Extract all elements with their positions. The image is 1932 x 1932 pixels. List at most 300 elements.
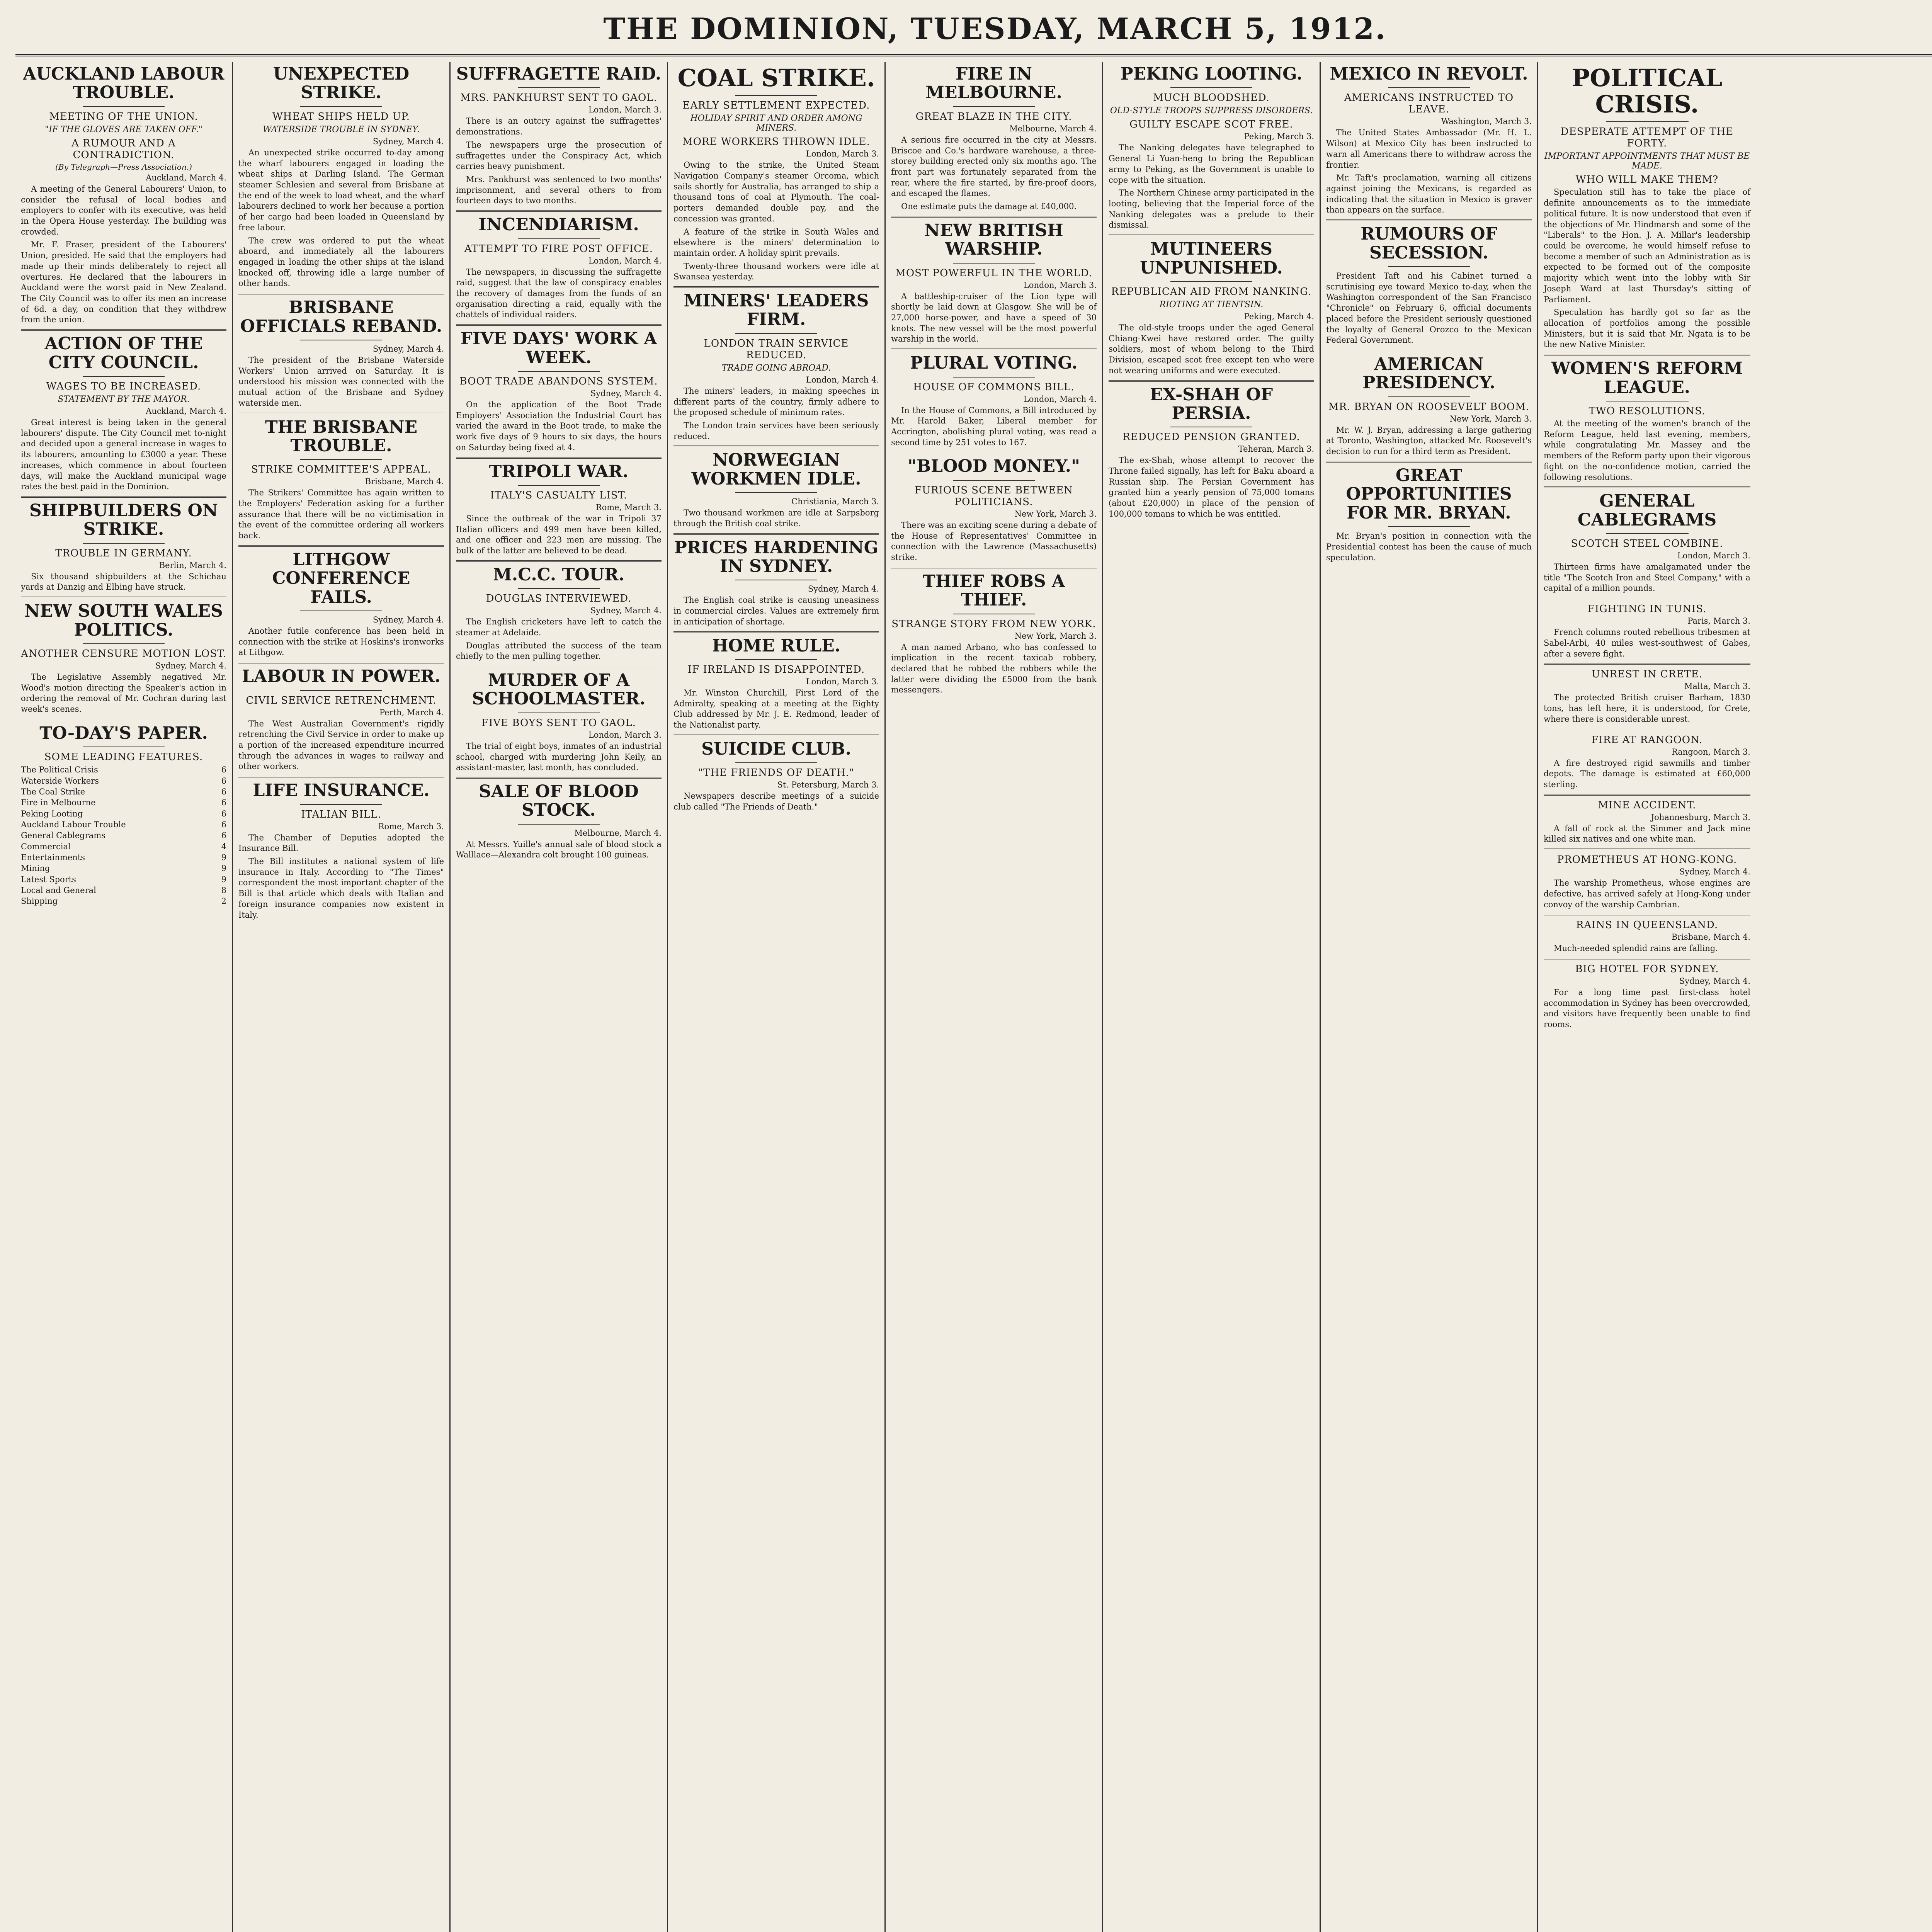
article [238,65,444,289]
contents-title: Peking Looting [21,809,83,818]
dateline: New York, March 3. [1449,414,1532,423]
headline-rule [735,659,818,660]
paragraph: A fire destroyed rigid sawmills and timber depots. The damage is estimated at £60,000 sterling. [1544,758,1750,789]
subheading: BOOT TRADE ABANDONS SYSTEM. [459,375,658,387]
subheading: DOUGLAS INTERVIEWED. [486,593,632,605]
dateline: Malta, March 3. [1684,682,1750,691]
dateline: London, March 3. [588,730,662,740]
dateline: Sydney, March 4. [155,661,226,670]
subheading-secondary: TRADE GOING ABROAD. [721,363,831,373]
headline: FIRE IN MELBOURNE. [925,64,1062,103]
headline: COAL STRIKE. [677,64,875,92]
dateline: Christiania, March 3. [791,497,879,507]
paragraph: Mrs. Pankhurst was sentenced to two months' imprisonment, and several others to from fourteen days to two months. [456,174,662,206]
paragraph: Twenty-three thousand workers were idle at Swansea yesterday. [673,261,879,282]
paragraph: Mr. F. Fraser, president of the Labourers' Union, presided. He said that the employers had made up their minds deliberately to reject all overtures. He declared that the labourers in Auckland were the worst paid in New Zealand. The City Council was to offer its men an increase of 6d. a day, on condition that they withdrew from the union. [21,240,226,325]
subheading: FIVE BOYS SENT TO GAOL. [481,717,636,729]
contents-title: Waterside Workers [21,776,99,786]
article-divider [1544,849,1750,850]
contents-title: Local and General [21,885,96,895]
headline-rule [953,263,1035,264]
dateline: Sydney, March 4. [590,606,662,616]
headline: "BLOOD MONEY." [908,456,1080,476]
dateline: Auckland, March 4. [146,406,226,416]
article [1544,598,1750,659]
headline-rule [735,762,818,763]
headline: NEW SOUTH WALES POLITICS. [24,601,223,640]
article [673,533,879,628]
article [891,349,1097,448]
article [1326,350,1532,457]
headline-rule [735,333,818,334]
subheading: CIVIL SERVICE RETRENCHMENT. [246,694,437,706]
dateline: Johannesburg, March 3. [1651,812,1750,822]
subheading: MOST POWERFUL IN THE WORLD. [895,267,1092,279]
paragraph: On the application of the Boot Trade Employers' Association the Industrial Court has varied the award in the Boot trade, to make the work five days of 9 hours to six days, the hours on Saturday being fixed at 4. [456,400,662,452]
dateline: Melbourne, March 4. [574,828,662,838]
subheading-secondary: "IF THE GLOVES ARE TAKEN OFF." [45,124,202,134]
subheading: FIRE AT RANGOON. [1591,734,1703,746]
headline: THE BRISBANE TROUBLE. [265,417,418,456]
subheading: IF IRELAND IS DISAPPOINTED. [687,664,865,676]
paragraph: A man named Arbano, who has confessed to implication in the recent taxicab robbery, declared that he robbed the robbers while the latter were dividing the £5000 from the bank messengers. [891,642,1097,695]
paragraph: French columns routed rebellious tribesmen at Sabel-Arbi, 40 miles west-southwest of Gabes, after a severe fight. [1544,628,1750,658]
paragraph: The Northern Chinese army participated in the looting, believing that the Imperial force of the Nanking delegates was a prelude to their dismissal. [1109,188,1314,230]
subheading: RAINS IN QUEENSLAND. [1576,919,1718,931]
contents-title: General Cablegrams [21,831,105,840]
headline: INCENDIARISM. [478,215,639,235]
headline-rule [518,485,600,486]
headline: FIVE DAYS' WORK A WEEK. [460,329,657,367]
article [1544,794,1750,845]
article-divider [1544,486,1750,488]
dateline: Rangoon, March 3. [1671,747,1750,757]
paragraph: The London train services have been seriously reduced. [673,421,879,441]
article-divider [1544,663,1750,665]
article [238,293,444,408]
headline-rule [735,95,818,96]
article [21,329,226,492]
paragraph: A battleship-cruiser of the Lion type will shortly be laid down at Glasgow. She will be of 27,000 horse-power, and have a speed of 30 knots. The new vessel will be the most powerful warship in the world. [891,291,1097,344]
dateline: St. Petersburg, March 3. [777,780,879,790]
headline: MINERS' LEADERS FIRM. [684,291,869,330]
headline: ACTION OF THE CITY COUNCIL. [44,334,203,372]
article [456,666,662,773]
paragraph: A feature of the strike in South Wales and elsewhere is the miners' determination to maintain order. A holiday spirit prevails. [673,227,879,258]
subheading: WHEAT SHIPS HELD UP. [272,111,410,122]
dateline: London, March 4. [588,256,662,265]
paragraph: At the meeting of the women's branch of the Reform League, held last evening, members, while congratulating Mr. Massey and the members of the Reform party upon their vigorous fight on the no-confidence motion, carried the following resolutions. [1544,418,1750,482]
paragraph: The Strikers' Committee has again written to the Employers' Federation asking for a further assurance that there will be no victimisation in the event of the committee ordering all workers back. [238,488,444,541]
paragraph: The Nanking delegates have telegraphed to General Li Yuan-heng to bring the Republican army to Peking, as the Government is unable to cope with the situation. [1109,143,1314,185]
headline: PLURAL VOTING. [910,353,1078,373]
paragraph: The newspapers, in discussing the suffragette raid, suggest that the law of conspiracy enables the recovery of damages from the funds of an organisation directing a raid, equally with the chattels of individual raiders. [456,267,662,320]
contents-row [21,830,226,841]
subheading: ATTEMPT TO FIRE POST OFFICE. [464,243,653,255]
dateline: London, March 3. [1023,280,1097,290]
article [1544,486,1750,594]
article-divider [21,329,226,331]
article-divider [1326,461,1532,463]
article-divider [891,349,1097,350]
article [1109,65,1314,231]
subheading: HOUSE OF COMMONS BILL. [913,381,1075,393]
headline: TRIPOLI WAR. [489,461,629,481]
paragraph: Speculation has hardly got so far as the allocation of portfolios among the possible Ministers, but it is said that Mr. Ngata is to be the new Native Minister. [1544,308,1750,349]
contents-page: 9 [221,864,226,873]
article [21,719,226,907]
article [673,631,879,731]
masthead [15,12,1932,56]
paragraph: Much-needed splendid rains are falling. [1554,944,1718,953]
contents-page: 2 [221,896,226,906]
subheading: TWO RESOLUTIONS. [1588,405,1706,417]
column-6 [1103,62,1321,1932]
article-divider [456,777,662,779]
article [891,452,1097,563]
contents-page: 8 [221,885,226,895]
article-divider [891,216,1097,218]
article [238,413,444,541]
paragraph: The miners' leaders, in making speeches in different parts of the country, firmly adhere to the proposed schedule of minimum rates. [673,386,879,417]
headline-rule [518,87,600,88]
contents-row [21,852,226,863]
paragraph: The United States Ambassador (Mr. H. L. Wilson) at Mexico City has been instructed to warn all Americans there to withdraw across the frontier. [1326,128,1532,170]
headline: AUCKLAND LABOUR TROUBLE. [23,64,224,103]
headline: GREAT OPPORTUNITIES FOR MR. BRYAN. [1346,465,1512,523]
subheading-tertiary: A RUMOUR AND A CONTRADICTION. [71,137,176,161]
paragraph: The old-style troops under the aged General Chiang-Kwei have restored order. The guilty soldiers, most of whom belong to the Third Division, escaped scot free except ten who were not wearing uniforms and were executed. [1109,323,1314,375]
article-divider [238,413,444,414]
subheading: ITALY'S CASUALTY LIST. [490,489,628,501]
dateline: Sydney, March 4. [372,344,444,354]
subheading: MUCH BLOODSHED. [1153,92,1270,104]
dateline: Teheran, March 3. [1238,444,1314,454]
headline-rule [953,377,1035,378]
paragraph: Owing to the strike, the United Steam Navigation Company's steamer Orcoma, which sails shortly for Australia, has arranged to ship a thousand tons of coal at Plymouth. The coal-porters demanded double pay, and the concession was granted. [673,160,879,223]
headline: RUMOURS OF SECESSION. [1361,224,1497,263]
subheading: ITALIAN BILL. [301,808,381,820]
dateline: Sydney, March 4. [1679,867,1750,877]
dateline: Auckland, March 4. [146,173,226,182]
headline-rule [83,543,165,544]
dateline: Rome, March 3. [378,821,444,831]
article-divider [673,533,879,535]
article [456,210,662,320]
dateline: London, March 3. [588,105,662,115]
paragraph: The West Australian Government's rigidly retrenching the Civil Service in order to make up a portion of the increased expenditure incurred through the advances in wages to railway and other workers. [238,719,444,771]
paragraph: Mr. Taft's proclamation, warning all citizens against joining the Mexicans, is regarded as indicating that the situation in Mexico is graver than appears on the surface. [1326,173,1532,215]
subheading: FIGHTING IN TUNIS. [1587,603,1707,615]
article-divider [238,545,444,547]
column-3 [451,62,668,1932]
subheading: REPUBLICAN AID FROM NANKING. [1111,286,1312,298]
contents-title: The Coal Strike [21,787,85,796]
headline: SUFFRAGETTE RAID. [456,64,662,84]
paragraph: There was an exciting scene during a debate of the House of Representatives' Committee in connection with the Lawrence (Massachusetts) strike. [891,520,1097,562]
subheading-secondary: STATEMENT BY THE MAYOR. [58,394,190,404]
article [1544,663,1750,724]
dateline: London, March 4. [806,375,879,384]
contents-title: Auckland Labour Trouble [21,820,126,829]
subheading-secondary: IMPORTANT APPOINTMENTS THAT MUST BE MADE. [1544,151,1750,171]
article [1544,958,1750,1030]
paragraph: Newspapers describe meetings of a suicide club called "The Friends of Death." [673,791,879,811]
dateline: Sydney, March 4. [590,388,662,398]
contents-title: Commercial [21,842,71,851]
paragraph: There is an outcry against the suffragettes' demonstrations. [456,116,662,137]
article [21,496,226,593]
headline-rule [300,690,383,691]
headline: SALE OF BLOOD STOCK. [479,781,639,820]
headline: PEKING LOOTING. [1120,64,1303,84]
paragraph: One estimate puts the damage at £40,000. [901,202,1077,211]
article [1544,354,1750,483]
headline: BRISBANE OFFICIALS REBAND. [240,298,442,336]
contents-page: 6 [221,776,226,786]
headline-rule [1606,121,1689,122]
headline-rule [735,492,818,493]
subheading: MINE ACCIDENT. [1598,799,1696,811]
article [1544,65,1750,350]
subheading: AMERICANS INSTRUCTED TO LEAVE. [1344,92,1514,116]
paragraph: The crew was ordered to put the wheat aboard, and immediately all the labourers engaged in loading the other ships at the island knocked off, throwing idle a large number of other hands. [238,236,444,288]
subheading: GREAT BLAZE IN THE CITY. [915,111,1072,122]
headline-rule [518,238,600,239]
dateline: London, March 4. [1023,394,1097,404]
headline: MEXICO IN REVOLT. [1330,64,1528,84]
headline-rule [518,588,600,589]
article [1326,461,1532,563]
dateline: Perth, March 4. [379,707,444,717]
paragraph: The protected British cruiser Barham, 1830 tons, has left here, it is understood, for Crete, where there is considerable unrest. [1544,693,1750,724]
paragraph: President Taft and his Cabinet turned a scrutinising eye toward Mexico to-day, when the Washington correspondent of the San Francisco "Chronicle" on February 6, official documents placed before the President seriously questioned the loyalty of General Orozco to the Mexican Federal Government. [1326,271,1532,345]
paragraph: Mr. Bryan's position in connection with the Presidential contest has been the cause of much speculation. [1326,531,1532,562]
contents-list [21,764,226,906]
contents-row [21,841,226,852]
headline: AMERICAN PRESIDENCY. [1362,354,1495,393]
article [1326,65,1532,216]
article-divider [1544,354,1750,355]
subheading: "THE FRIENDS OF DEATH." [698,767,854,779]
subheading: FURIOUS SCENE BETWEEN POLITICIANS. [915,484,1073,508]
headline-rule [953,480,1035,481]
headline: MURDER OF A SCHOOLMASTER. [472,670,646,709]
subheading-secondary: RIOTING AT TIENTSIN. [1159,299,1264,310]
headline-rule [83,376,165,377]
article-divider [673,286,879,288]
paragraph: At Messrs. Yuille's annual sale of blood stock a Walllace—Alexandra colt brought 100 guineas. [456,839,662,860]
subheading-secondary: WATERSIDE TROUBLE IN SYDNEY. [263,124,420,134]
headline-rule [518,371,600,372]
article [1544,914,1750,954]
article-divider [238,776,444,777]
headline: MUTINEERS UNPUNISHED. [1140,239,1283,278]
dateline: Brisbane, March 4. [1671,932,1750,942]
article-divider [1326,350,1532,351]
article-divider [1544,794,1750,796]
dateline: Peking, March 3. [1244,132,1314,141]
article [1326,219,1532,346]
contents-row [21,874,226,885]
subheading: EARLY SETTLEMENT EXPECTED. [682,100,870,112]
article [1544,849,1750,910]
headline-rule [1388,87,1470,88]
paragraph: For a long time past first-class hotel accommodation in Sydney has been overcrowded, and visitors have frequently been unable to find rooms. [1544,987,1750,1029]
contents-page: 6 [221,820,226,829]
contents-page: 9 [221,874,226,884]
article [673,735,879,813]
article-divider [1544,958,1750,959]
dateline: Berlin, March 4. [159,560,226,570]
paragraph: An unexpected strike occurred to-day among the wharf labourers engaged in loading the wheat ships at Darling Island. The German steamer Schlesien and several from Brisbane at the end of the week to load wheat, and the wharf labourers declined to work her because a portion of her cargo had been loaded in Queensland by free labour. [238,148,444,232]
dateline: Sydney, March 4. [372,136,444,146]
contents-title: Latest Sports [21,874,76,884]
dateline: London, March 3. [1677,551,1750,561]
paragraph: Six thousand shipbuilders at the Schichau yards at Danzig and Elbing have struck. [21,571,226,592]
article [673,65,879,282]
subheading: WAGES TO BE INCREASED. [46,380,201,392]
article-divider [21,496,226,498]
headline-rule [300,459,383,460]
headline-rule [1170,281,1253,282]
contents-row [21,885,226,896]
paragraph: The trial of eight boys, inmates of an industrial school, charged with murdering John Keily, an assistant-master, last month, has concluded. [456,741,662,772]
paragraph: The ex-Shah, whose attempt to recover the Throne failed signally, has left for Baku aboard a Russian ship. The Persian Government has granted him a yearly pension of 75,000 tomans (about £20,000) in place of the pension of 100,000 tomans to which he was entitled. [1109,456,1314,519]
dateline: New York, March 3. [1014,509,1097,519]
contents-row [21,797,226,808]
article [238,776,444,920]
article [21,65,226,325]
contents-title: The Political Crisis [21,765,98,775]
article-divider [1109,235,1314,236]
contents-title: Shipping [21,896,58,906]
article-divider [21,719,226,720]
contents-row [21,819,226,830]
article [238,545,444,658]
article-divider [238,662,444,663]
dateline: Paris, March 3. [1687,616,1750,626]
headline-rule [1388,396,1470,397]
dateline: Sydney, March 4. [1679,976,1750,986]
subheading: MR. BRYAN ON ROOSEVELT BOOM. [1328,401,1530,413]
contents-row [21,808,226,819]
subheading-secondary: HOLIDAY SPIRIT AND ORDER AMONG MINERS. [690,114,862,133]
article [456,777,662,861]
article-divider [673,735,879,736]
subheading: MEETING OF THE UNION. [49,111,198,122]
paragraph: Speculation still has to take the place of definite announcements as to the immediate political future. It is now understood that even if the objections of Mr. Hindmarsh and some of the "Liberals" to the Hon. J. A. Millar's leadership could be overcome, he would himself refuse to become a member of such an Administration as is expected to be formed out of the composite majority which went into the lobby with Sir Joseph Ward at last Thursday's sitting of Parliament. [1544,187,1750,304]
contents-page: 6 [221,809,226,818]
paragraph: The Bill institutes a national system of life insurance in Italy. According to "The Times" correspondent the most important chapter of the Bill is that article which deals with Italian and foreign insurance companies now existent in Italy. [238,857,444,920]
paragraph: The English coal strike is causing uneasiness in commercial circles. Values are extremely firm in anticipation of shortage. [673,595,879,626]
paragraph: The Legislative Assembly negatived Mr. Wood's motion directing the Speaker's action in ordering the removal of Mr. Cochran during last week's scenes. [21,672,226,714]
subheading-tertiary: MORE WORKERS THROWN IDLE. [682,136,870,148]
headline: EX-SHAH OF PERSIA. [1150,384,1273,423]
contents-row [21,863,226,874]
article-divider [1109,380,1314,382]
paragraph: In the House of Commons, a Bill introduced by Mr. Harold Baker, Liberal member for Accrington, abolishing plural voting, was read a second time by 251 votes to 167. [891,405,1097,447]
column-5 [886,62,1103,1932]
column-2 [233,62,451,1932]
article [673,286,879,442]
paragraph: A fall of rock at the Simmer and Jack mine killed six natives and one white man. [1544,823,1750,844]
headline: NORWEGIAN WORKMEN IDLE. [691,450,861,489]
contents-page: 9 [221,852,226,862]
dateline: Washington, March 3. [1441,117,1532,126]
headline: PRICES HARDENING IN SYDNEY. [674,537,879,577]
headline-rule [83,106,165,107]
subheading-tertiary: GUILTY ESCAPE SCOT FREE. [1129,119,1293,131]
subheading: UNREST IN CRETE. [1592,668,1702,680]
headline: GENERAL CABLEGRAMS [1577,491,1717,530]
headline: THIEF ROBS A THIEF. [922,571,1065,610]
dateline: Brisbane, March 4. [365,477,444,486]
dateline: Sydney, March 4. [372,615,444,625]
article-divider [456,666,662,667]
dateline: London, March 3. [806,149,879,159]
paragraph: A meeting of the General Labourers' Union, to consider the refusal of local bodies and employers to confer with its executive, was held in the Opera House yesterday. The building was crowded. [21,184,226,236]
paragraph: Since the outbreak of the war in Tripoli 37 Italian officers and 499 men have been killed, and one officer and 223 men are missing. The bulk of the latter are believed to be dead. [456,514,662,556]
paragraph: The warship Prometheus, whose engines are defective, has arrived safely at Hong-Kong under convoy of the warship Cambrian. [1544,878,1750,909]
paragraph: Douglas attributed the success of the team chiefly to the men pulling together. [456,641,662,661]
subheading: STRANGE STORY FROM NEW YORK. [891,618,1096,630]
paragraph: A serious fire occurred in the city at Messrs. Briscoe and Co.'s hardware warehouse, a three-storey building erected only six months ago. The front part was fortunately separated from the rear, where the fire started, by fire-proof doors, and escaped the flames. [891,135,1097,198]
headline-rule [300,804,383,805]
article [456,560,662,662]
contents-title: Entertainments [21,852,85,862]
article-divider [238,293,444,294]
article [1109,235,1314,376]
article-divider [21,597,226,598]
headline-rule [300,106,383,107]
article [238,662,444,772]
dateline: Sydney, March 4. [808,584,879,594]
article-divider [456,324,662,326]
column-4 [668,62,886,1932]
article-divider [1326,219,1532,221]
paragraph: Mr. W. J. Bryan, addressing a large gathering at Toronto, Washington, attacked Mr. Roosevelt's decision to run for a third term as President. [1326,425,1532,456]
columns [15,62,1932,1932]
article-divider [673,446,879,447]
contents-page: 6 [221,831,226,840]
paragraph: Another futile conference has been held in connection with the strike at Hoskins's ironworks at Lithgow. [238,626,444,657]
paragraph: The newspapers urge the prosecution of suffragettes under the Conspiracy Act, which carries heavy punishment. [456,140,662,171]
contents-row [21,786,226,797]
contents-title: Fire in Melbourne [21,798,96,808]
headline: POLITICAL CRISIS. [1571,64,1723,119]
article [1544,729,1750,790]
headline: WOMEN'S REFORM LEAGUE. [1551,359,1743,397]
masthead-title: THE DOMINION, TUESDAY, MARCH 5, 1912. [603,12,1387,46]
headline: M.C.C. TOUR. [493,565,624,585]
paragraph: Thirteen firms have amalgamated under the title "The Scotch Iron and Steel Company," with a capital of a million pounds. [1544,562,1750,593]
dateline: Peking, March 4. [1244,311,1314,321]
column-8 [1538,62,1756,1932]
subheading: PROMETHEUS AT HONG-KONG. [1557,854,1737,866]
headline-rule [518,824,600,825]
article [1109,380,1314,520]
headline: LABOUR IN POWER. [242,667,441,687]
subheading: MRS. PANKHURST SENT TO GAOL. [460,92,657,104]
dateline: New York, March 3. [1014,631,1097,641]
column-1 [15,62,233,1932]
column-7 [1321,62,1538,1932]
headline-rule [1606,533,1689,534]
dateline: Rome, March 3. [595,502,662,512]
paragraph: The English cricketers have left to catch the steamer at Adelaide. [456,617,662,637]
headline: SUICIDE CLUB. [701,739,851,759]
